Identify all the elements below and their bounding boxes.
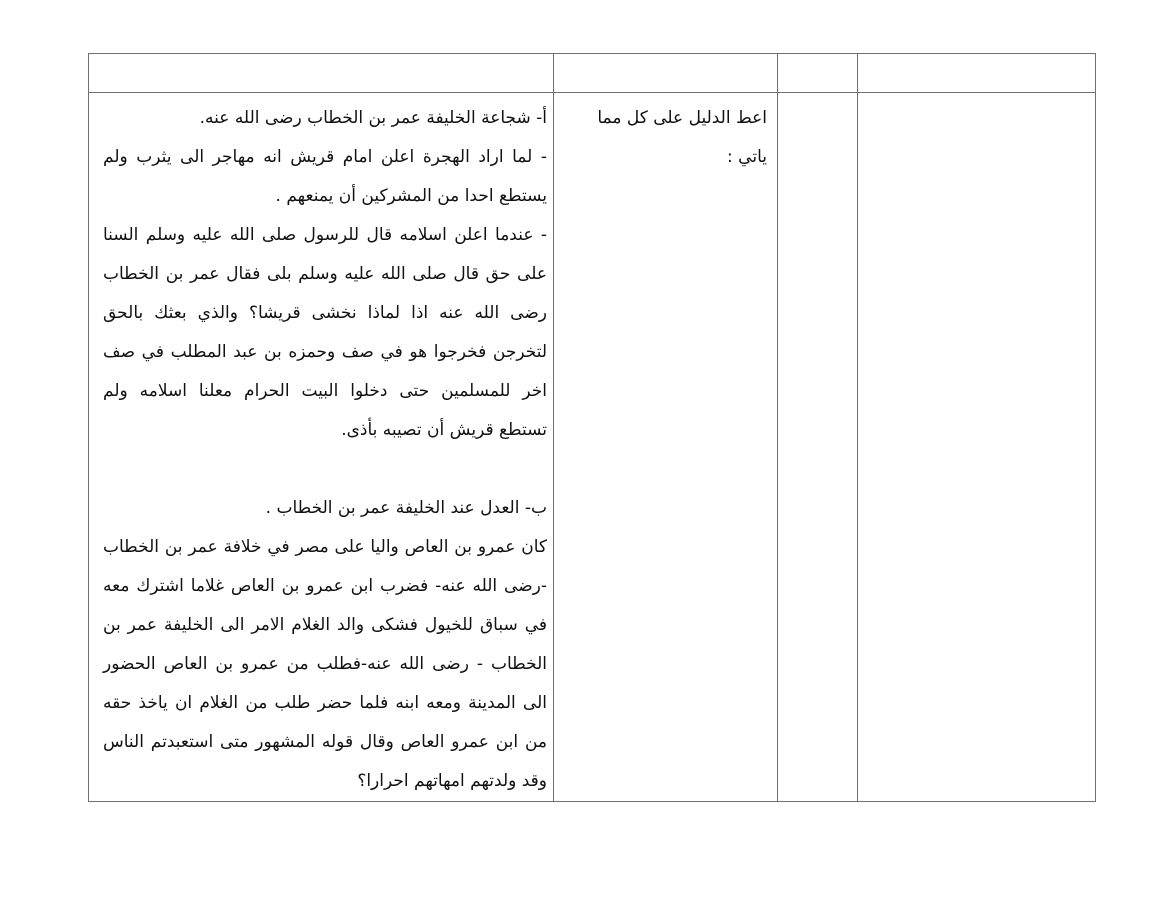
table-header-row	[89, 54, 1096, 93]
table-body-row	[89, 93, 1096, 802]
question-line-2: ياتي :	[727, 147, 767, 167]
question-cell	[554, 93, 778, 802]
header-cell-answer	[89, 54, 554, 93]
header-cell-right	[858, 54, 1096, 93]
answer-text	[89, 93, 553, 801]
header-cell-question	[554, 54, 778, 93]
body-cell-narrow	[778, 93, 858, 802]
body-cell-right	[858, 93, 1096, 802]
paragraph-gap	[103, 450, 547, 489]
section-a-item-1: - لما اراد الهجرة اعلن امام قريش انه مهاجر الى يثرب ولم يستطع احدا من المشركين أن يمنعهم .	[103, 147, 547, 206]
section-b-body: كان عمرو بن العاص واليا على مصر في خلافة عمر بن الخطاب -رضى الله عنه- فضرب ابن عمرو بن العاص غلاما اشترك معه في سباق للخيول فشكى والد الغلام الامر الى الخليفة عمر بن الخطاب - رضى الله عنه-فطلب من عمرو بن العاص الحضور الى المدينة ومعه ابنه فلما حضر طلب من الغلام ان ياخذ حقه من ابن عمرو العاص وقال قوله المشهور متى استعبدتم الناس وقد ولدتهم امهاتهم احرارا؟	[103, 537, 547, 791]
section-b-heading: ب- العدل عند الخليفة عمر بن الخطاب .	[265, 498, 547, 518]
question-text	[554, 93, 777, 177]
section-a-item-2: - عندما اعلن اسلامه قال للرسول صلى الله عليه وسلم السنا على حق قال صلى الله عليه وسلم بلى فقال عمر بن الخطاب رضى الله عنه اذا لماذا نخشى قريشا؟ والذي بعثك بالحق لتخرجن فخرجوا هو في صف وحمزه بن عبد المطلب في صف اخر للمسلمين حتى دخلوا البيت الحرام معلنا اسلامه ولم تستطع قريش أن تصيبه بأذى.	[103, 225, 547, 440]
worksheet-table	[88, 53, 1096, 802]
section-a-heading: أ- شجاعة الخليفة عمر بن الخطاب رضى الله عنه.	[199, 108, 547, 128]
question-line-1: اعط الدليل على كل مما	[597, 108, 767, 128]
header-cell-narrow	[778, 54, 858, 93]
answer-cell	[89, 93, 554, 802]
